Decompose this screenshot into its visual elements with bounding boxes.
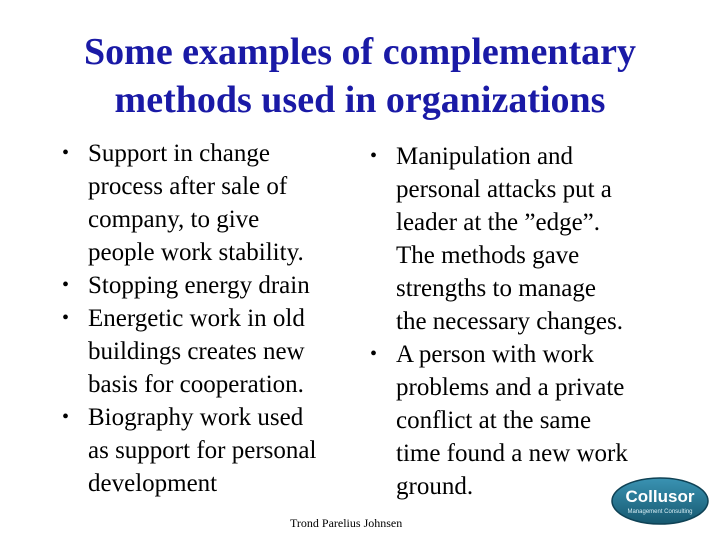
collusor-logo	[610, 476, 710, 526]
bullet-icon: •	[62, 274, 70, 296]
footer-author: Trond Parelius Johnsen	[290, 516, 403, 530]
left-bullet-list	[58, 137, 358, 500]
bullet-icon: •	[370, 343, 378, 365]
slide-title	[20, 28, 700, 124]
right-bullet-list	[366, 140, 666, 503]
bullet-item: • Manipulation and personal attacks put a leader at the ”edge”. The methods gave strengths to manage the necessary changes.	[366, 140, 666, 338]
bullet-icon: •	[62, 142, 70, 164]
logo-name: Collusor	[625, 487, 695, 506]
slide-title-line-2: methods used in organizations	[114, 79, 606, 121]
bullet-item: • Energetic work in old buildings creates new basis for cooperation.	[58, 302, 358, 401]
bullet-item: • Support in change process after sale of company, to give people work stability.	[58, 137, 358, 269]
bullet-icon: •	[62, 406, 70, 428]
bullet-item: • Biography work used as support for personal development	[58, 401, 358, 500]
bullet-item: • Stopping energy drain	[58, 269, 358, 302]
logo-tagline: Management Consulting	[627, 509, 693, 515]
slide-title-line-1: Some examples of complementary	[84, 31, 636, 73]
bullet-item: • A person with work problems and a private conflict at the same time found a new work ground.	[366, 338, 666, 503]
bullet-icon: •	[370, 145, 378, 167]
bullet-icon: •	[62, 307, 70, 329]
